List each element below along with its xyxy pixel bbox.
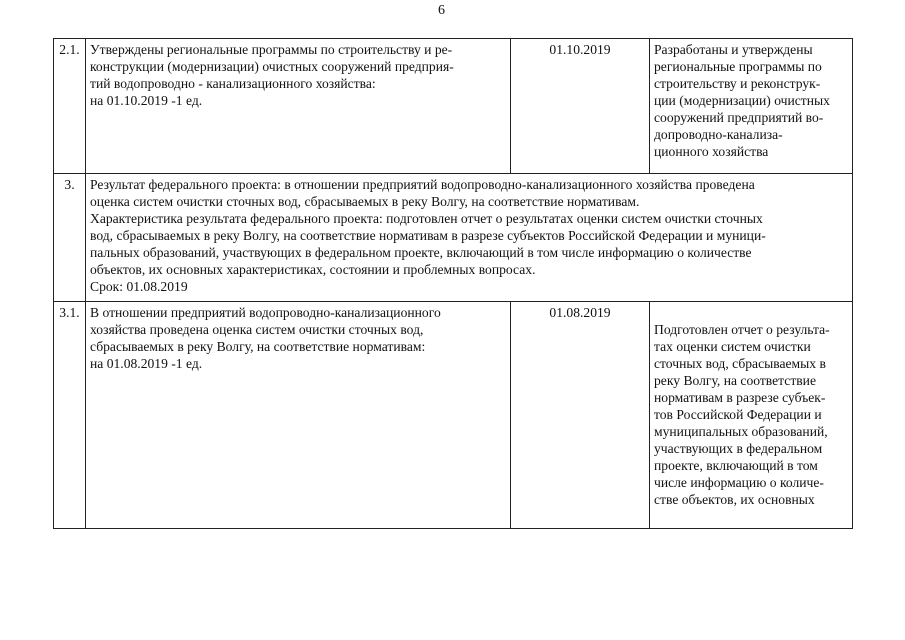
row-date: 01.08.2019 <box>511 302 650 529</box>
row-number: 3. <box>54 174 86 302</box>
row-description: В отношении предприятий водопроводно-канализационного хозяйства проведена оценка систем очистки сточных вод, сбрасываемых в реку Волгу, на соответствие нормативам: на 01.08.2019 -1 ед. <box>86 302 511 529</box>
table-row <box>54 39 853 174</box>
section-description: Результат федерального проекта: в отношении предприятий водопроводно-канализационного хозяйства проведена оценка систем очистки сточных вод, сбрасываемых в реку Волгу, на соответствие нормативам. Характеристика результата федерального проекта: подготовлен отчет о результатах оценки систем очистки сточных вод, сбрасываемых в реку Волгу, на соответствие нормативам в разрезе субъектов Российской Федерации и муници- пальных образований, участвующих в федеральном проекте, включающий в том числе информацию о количестве объектов, их основных характеристиках, состоянии и проблемных вопросах. Срок: 01.08.2019 <box>86 174 853 302</box>
document-table <box>53 38 853 529</box>
table-row <box>54 302 853 529</box>
page-number: 6 <box>438 3 445 18</box>
row-date: 01.10.2019 <box>511 39 650 174</box>
row-result: Разработаны и утверждены региональные программы по строительству и реконструк- ции (модернизации) очистных сооружений предприятий во- допроводно-канализа- ционного хозяйства <box>650 39 853 174</box>
row-result: Подготовлен отчет о результа- тах оценки систем очистки сточных вод, сбрасываемых в реку Волгу, на соответствие нормативам в разрезе субъек- тов Российской Федерации и муниципальных образований, участвующих в федеральном проекте, включающий в том числе информацию о количе- стве объектов, их основных <box>654 322 830 507</box>
row-result-cell <box>650 302 853 529</box>
row-number: 3.1. <box>54 302 86 529</box>
table-row-section-header <box>54 174 853 302</box>
row-description: Утверждены региональные программы по строительству и ре- конструкции (модернизации) очистных сооружений предприя- тий водопроводно - канализационного хозяйства: на 01.10.2019 -1 ед. <box>86 39 511 174</box>
row-number: 2.1. <box>54 39 86 174</box>
